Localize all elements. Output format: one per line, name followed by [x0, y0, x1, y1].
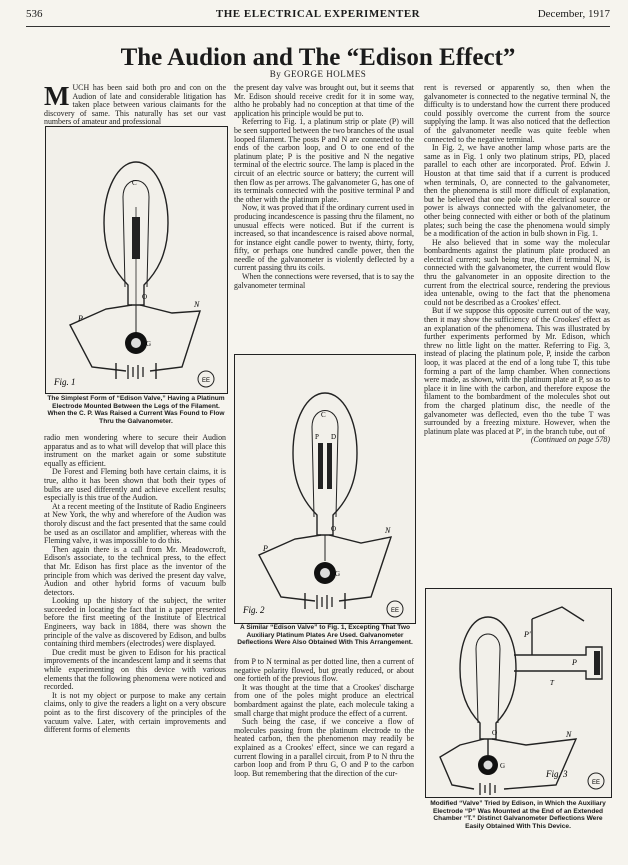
fig1-ee-mark: EE [201, 378, 211, 384]
header-rule [26, 26, 610, 27]
continued-note: (Continued on page 578) [530, 435, 610, 445]
column-1-top [44, 81, 226, 127]
fig2-letter-c: C [321, 411, 326, 419]
column-3-top: rent is reversed or apparently so, then when the galvanometer is connected to the negative terminal N, the difficulty is to understand how the current there produced could possibly overcome the current from the source supplying the lamp. It was also noticed that the deflection of the galvanometer needle was quite feeble when connected to the negative terminal. In Fig. 2, we have another lamp whose parts are the same as in Fig. 1 only two platinum strips, PD, placed parallel to each other are incorporated. Prof. Edwin J. Houston at that time said that if a current is produced when terminals, O, are connected to the galvanometer, then the phenomena is still more difficult of explanation, but he believed that one pole of the electrical source or power is always connected with the galvanometer, the other being connected with either or both of the platinum plates; such being the case the phenomena would simply be a modification of the action in bulb shown in Fig. 1. He also believed that in some way the molecular bombardments against the platinum plate produced an electrical current; such being true, then if terminal N, is connected with the galvanometer, the current would flow thru the galvanometer in an opposite direction to the current from the electrical source, rendering the previous idea untenable, owing to the fact that the phenomena could not be described as a Crookes' effect. But if we suppose this opposite current out of the way, then it may show the sufficiency of the Crookes' effect as an explanation of the phenomena. This was illustrated by further experiments performed by Mr. Edison, which threw no little light on the matter. Referring to Fig. 3, instead of placing the platinum pole, P, inside the carbon loop, it was placed at the end of a long tube T, this tube forming a part of the lamp chamber. When connections were made, as shown, with the platinum plate at P, so as to place it in line with the carbon, and therefore expose the filament to the bombardment of the molecules shot out from the charged platinum disc, the needle of the galvanometer was deflected, even tho the tube T was surrounded by a freezing mixture. However, when the platinum plate was placed at P′, in the branch tube, out of (Continued on page 578) [424, 83, 610, 445]
fig1-letter-n: N [194, 300, 200, 309]
fig2-letter-o: O [331, 525, 337, 533]
fig3-ee-mark: EE [591, 780, 601, 786]
fig3-letter-n: N [566, 730, 572, 739]
article-title: The Audion and The “Edison Effect” [120, 44, 516, 71]
column-1-bottom: radio men wondering where to secure their Audion apparatus and as to what will develop that will place this instrument on the market again or some substitute equally as efficient. De Forest and Fleming both have certain claims, it is true, altho it has been shown that both their types of bulbs are used differently and achieve excellent results; especially is this true of the Audion. At a recent meeting of the Institute of Radio Engineers at New York, the why and wherefore of the Audion was thoroly discust and the fact presented that the same could be used as an oscillator and amplifier, whereas with the Fleming valve, it was impossible to do this. Then again there is a call from Mr. Meadowcroft, Edison's associate, to the technical press, to the effect that Mr. Edison has first place as the inventor of the principle from which was derived the present day valve, Audion and other hybrid forms of vacuum bulb detectors. Looking up the history of the subject, the writer succeeded in locating the fact that in a paper presented before the first meeting of the Institute of Electrical Engineers, way back in 1884, there was shown the principle of the valve as discovered by Edison, and bulbs containing third members (electrodes) were displayed. Due credit must be given to Edison for his practical improvements of the incandescent lamp and it seems that while experimenting on this device with various elements that the following phenomena were noticed and recorded. It is not my object or purpose to make any certain claims, only to give the readers a light on a very obscure point as to the first discovery of the principles of the vacuum valve. Later, with certain improvements and different forms of elements [44, 433, 226, 735]
magazine-name: THE ELECTRICAL EXPERIMENTER [215, 8, 421, 20]
fig2-ee-mark: EE [390, 608, 400, 614]
byline: By GEORGE HOLMES [269, 69, 367, 79]
issue-date: December, 1917 [537, 8, 610, 20]
figure-1-diagram [46, 127, 227, 393]
fig1-letter-o: O [142, 293, 148, 301]
figure-3-caption: Modified “Valve” Tried by Edison, in Which the Auxiliary Electrode “P” Was Mounted at the End of an Extended Chamber “T.” Distinct Galvanometer Deflections Were Easily Obtained With This Device. [430, 800, 606, 830]
fig3-label: Fig. 3 [546, 769, 568, 779]
fig2-letter-p: P [315, 433, 319, 441]
column-2-top: the present day valve was brought out, but it seems that Mr. Edison should receive credit for it in some way, altho he probably had no conception at that time of the application his principle would be put to. Referring to Fig. 1, a platinum strip or plate (P) will be seen supported between the two branches of the usual looped filament. The posts P and N are connected to the ends of the carbon loop, and O to one end of the platinum plate; P is the positive and N the negative terminal of the electric source. The lamp is placed in the circuit of an electric source or battery; the current will then flow as per arrows. The galvanometer G, has one of its terminals connected with the positive terminal P and the other with the platinum plate. Now, it was proved that if the ordinary current used in producing incandescence is passing thru the filament, no unusual effects were noticed. But if the current is increased, so that incandescence is raised above normal, for instance eight candle power to twenty, thirty, forty, fifty, or perhaps one hundred candle power, then the needle of the galvanometer is violently deflected by a current passing thru its coils. When the connections were reversed, that is to say the galvanometer terminal [234, 83, 414, 290]
fig3-letter-p2: P′ [524, 630, 531, 639]
fig3-letter-t: T [550, 679, 554, 687]
figure-1-caption: The Simplest Form of “Edison Valve,” Having a Platinum Electrode Mounted Between the Legs of the Filament. When the C. P. Was Raised a Current Was Found to Flow Thru the Galvanometer. [47, 395, 225, 425]
fig3-letter-o: O [492, 729, 498, 737]
figure-3 [425, 588, 612, 798]
fig2-letter-g: G [335, 570, 341, 578]
page-header [26, 8, 610, 22]
column-2-bottom: from P to N terminal as per dotted line, then a current of negative polarity flowed, but greatly reduced, or about one fortieth of the previous flow. It was thought at the time that a Crookes' discharge from one of the poles might produce an electrical bombardment against the plate, each molecule taking a small charge that might produce the effect of a current. Such being the case, if we conceive a flow of molecules passing from the platinum electrode to the heated carbon, then the phenomenon may readily be explained as a Crookes' effect, since we can regard a current flowing in a parallel circuit, from P to N thru the carbon loop and from P thru G, O and P to the carbon loop. But remembering that the direction of the cur- [234, 657, 414, 778]
fig2-label: Fig. 2 [243, 605, 265, 615]
figure-2 [234, 354, 416, 624]
figure-2-caption: A Similar “Edison Valve” to Fig. 1, Excepting That Two Auxiliary Platinum Plates Are Used. Galvanometer Deflections Were Also Obtained With This Arrangement. [237, 624, 413, 647]
figure-2-diagram [235, 355, 415, 623]
fig2-letter-p-term: P [263, 544, 268, 553]
fig1-label: Fig. 1 [54, 377, 76, 387]
figure-3-diagram [426, 589, 611, 797]
fig2-letter-n: N [385, 526, 391, 535]
page-number: 536 [26, 8, 43, 20]
intro-paragraph: MUCH has been said both pro and con on the Audion of late and considerable litigation has taken place between various claimants for the discovery of same. This naturally has set our vast numbers of amateur and professional [44, 81, 226, 127]
fig3-letter-g: G [500, 762, 506, 770]
fig1-letter-p: P [78, 314, 83, 323]
fig2-letter-d: D [331, 433, 337, 441]
drop-cap: M [44, 81, 70, 111]
figure-1 [45, 126, 228, 394]
fig3-letter-p: P [572, 658, 577, 667]
fig1-letter-c: C [132, 179, 137, 187]
fig1-letter-g: G [146, 340, 152, 348]
